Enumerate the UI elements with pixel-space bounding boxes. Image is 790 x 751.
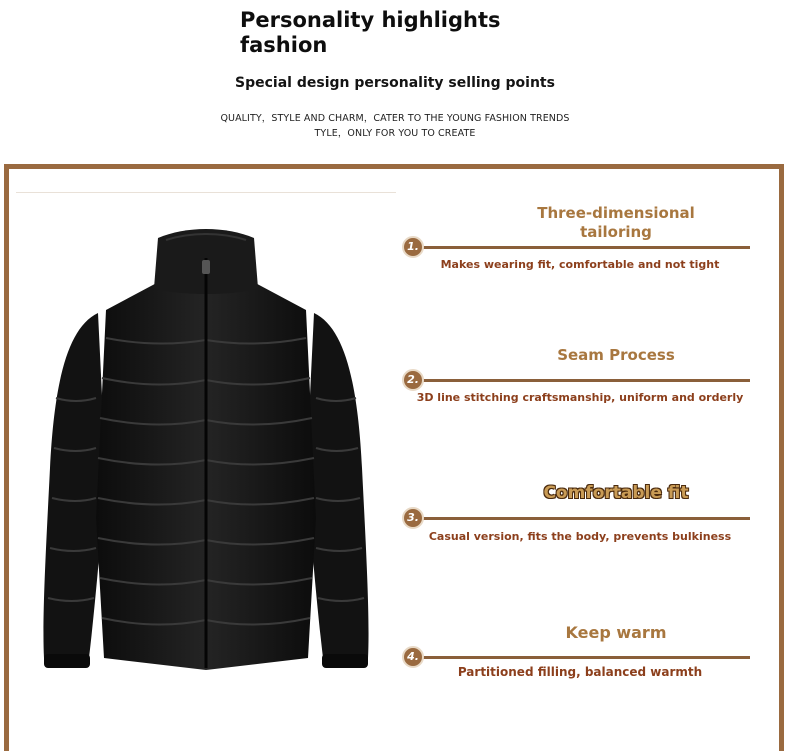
feature-3-badge: 3. <box>402 507 424 529</box>
tagline <box>0 111 790 141</box>
feature-4-rule <box>418 656 750 659</box>
feature-4-badge: 4. <box>402 646 424 668</box>
page-headline: Personality highlights fashion <box>240 8 501 57</box>
page-subhead: Special design personality selling points <box>235 75 555 91</box>
feature-1 <box>400 202 752 282</box>
feature-2-badge: 2. <box>402 369 424 391</box>
feature-1-title: Three-dimensional tailoring <box>537 204 695 241</box>
feature-2 <box>400 346 752 416</box>
feature-3-rule <box>418 517 750 520</box>
feature-2-description: 3D line stitching craftsmanship, uniform and orderly <box>416 391 744 404</box>
feature-4-title: Keep warm <box>565 623 667 642</box>
feature-1-description: Makes wearing fit, comfortable and not tight <box>440 258 720 271</box>
feature-3 <box>400 484 752 554</box>
feature-2-title: Seam Process <box>557 346 675 364</box>
feature-3-title: Comfortable fit <box>543 483 689 503</box>
feature-1-badge: 1. <box>402 236 424 258</box>
feature-2-rule <box>418 379 750 382</box>
feature-4-description: Partitioned filling, balanced warmth <box>457 665 703 679</box>
feature-4 <box>400 623 752 693</box>
feature-3-description: Casual version, fits the body, prevents bulkiness <box>428 530 732 543</box>
feature-1-rule <box>418 246 750 249</box>
tagline-line-1: QUALITY，STYLE AND CHARM，CATER TO THE YOUNG FASHION TRENDS <box>220 113 570 124</box>
black-puffer-jacket-icon <box>36 218 376 678</box>
divider <box>16 192 396 193</box>
tagline-line-2: TYLE，ONLY FOR YOU TO CREATE <box>314 128 476 139</box>
